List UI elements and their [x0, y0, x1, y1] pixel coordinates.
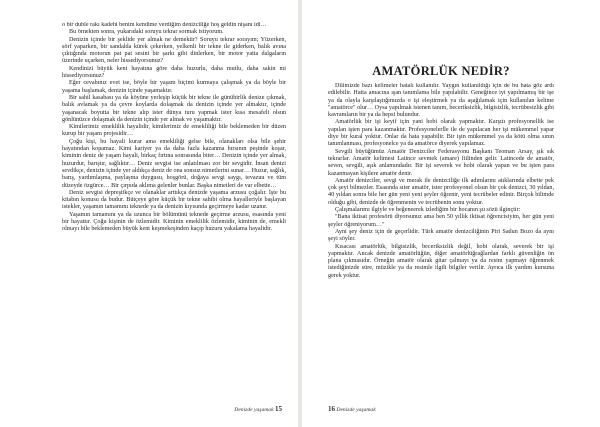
left-page [0, 0, 298, 427]
paragraph: Yaşamın tamamını ya da uzunca bir bölümünü teknede geçirme arzusu, esasında yeni bir hayattır. Çoğu kişinin de özlemidir. Kiminin emeklilik özlemidir, kiminin de, emekli olmayı bile beklemeden büyük kent keşmekeşinden kaçıp huzuru yakalama hayalidir. [62, 211, 286, 233]
paragraph: Dilimizde bazı kelimeler hatalı kullanılır. Yaygın kullanıldığı için de bu hata göz ardı edilebilir. Hatta amacına ışan tanımlama bile yapılabilir. Geneğince iyi yapılmamış bir işe ya da olayla karşılaştığımızda o işi eleştirmek ya da aşağılamak için kullanılan kelime "amatörce" olur… Oysa yapılmak istenen tanım, beceriksizlik, bilgisizlik, tecrübesizlik gibi kavramların bir ya da hepsi bulundur. [328, 83, 554, 119]
left-page-body [62, 22, 286, 407]
paragraph: Amatör denizciler, sevgi ve merak ile denizciliğe ilk adımlarını atıklarında elbette pek çok şeyi bilmezler. Esasında sıter amatör, ister profesyonel olsun bir çok denizci, 30 yıldan, 40 yıldan sonra bile her gün yeni yeni şeyler öğrenir, yeni tecrübeler edinir. Birçok bilimde olduğu gibi, denizde de öğrenmenin ve tecrübenin sonu yoktur. [328, 177, 554, 206]
chapter-title: AMATÖRLÜK NEDİR? [372, 64, 510, 78]
paragraph: Bir sahil kasabası ya da köyüne yerleşip küçük bir tekne ile günübirlik denize çıkmak, balık avlamak ya da çevre koylarda dolaşmak da denizin içinde yer almaktır, içinde yaşanacak boyutta bir tekne alıp ister dünya turu yapmak ister kısa mesafeli olsun gönlünüzce dolaşmak da denizin içinde yer almak ve yaşamaktır. [62, 94, 286, 123]
right-page [302, 0, 600, 427]
paragraph: Denizin içinde bir şeklide yer almak ne demektir? Soruyu tekrar sorayım; Yüzerken, sörf yaparken, bir sandalda kürek çekerken, yelkenli bir tekne ile giderken, balık avına çıktığında motorun pat pat sesini bir şarkı gibi dinlerken, bir motor yatta dalgaların üzerinde uçarken, neler hissediyorsunuz? [62, 36, 286, 65]
quote-paragraph: "Bana iktisat profesörü diyorsunuz ama ben 50 yıllık iktisat öğrencisiyim, her gün yeni şeyler öğreniyorum…" [328, 214, 554, 228]
paragraph: Ayni şey deniz için de geçerlidir. Türk amatör denizciliğinin Piri Sadun Bozo da aynı şeyi söyler. [328, 228, 554, 243]
page-number: 15 [275, 405, 282, 413]
paragraph: Kimilerimiz emeklilik hayalidir, kimilerimiz de emekliliği bile beklemeden bir düzen kurup bir yaşam projesidir… [62, 124, 286, 138]
page-number: 16 [328, 405, 335, 413]
paragraph: Deniz sevgisi depreştikçe ve olanaklar arttıkça denizde yaşama arzusu çoğalır. İşte bu kitabın konusu da budur. Bütçeye göre küçük bir tekne sahibi olma hayalleriyle başlayan istekler, yaşamın tamamını teknede ya da denizin kıyısında geçirmeye kadar uzanır. [62, 189, 286, 211]
paragraph: o bir duble rakı kadehi benim kendime verdiğim denizciliğe hoş geldin nişanı idi… [62, 22, 267, 28]
paragraph: Amatörlük bir işi keyif için yani hobi olarak yapmaktır. Karşıtı profesyonellik ise yapılan işten para kazanmaktır. Profesyonelerlle ile de yapılacan her işi mükemmel yapar diye bir kural yoktur. Onlar da hata yapabilir. Bir işin mükemmel ya da kötü olma sının tanımlanması, profesyonelce ya da amatörce diyerek yapılamaz. [328, 119, 554, 148]
running-footer-caption: Denizde yaşamak [234, 407, 274, 413]
paragraph: Çoğu kişi, bu hayali kurar ama emekliliği gelse bile, olanakları olsa bile şehir hayatından kopamaz. Kimi kariyer ya da daha fazla kazanma hırsının peşinde koşar, kiminin deniz de yaşam hayali, birkaç fırtına sonrasında biter… Denizin içinde yer almak, huzurdur, barıştır, sağlıktır… Deniz sevgisi ise anlatılması zor bir sevgidir. İnsan denizi sevdikçe, denizin içinde yer aldıkça deniz de ona sonsuz nimetlerini sunar… Huzur, sağlık, barış, yardımlaşma, paylaşma duygusu, hoşgörü, doğaya sevgi saygı, tevazuu ve tüm düzeyde özgürce… Bir çırpıda aklıma gelenler bunlar. Başka nimetleri de var elbette… [62, 138, 286, 189]
paragraph: Bu örnekten sonra, yukarıdaki soruyu tekrar sormak istiyorum. [69, 29, 224, 36]
paragraph: Kendinizi büyük kent hayatına göre daha huzurlu, daha mutlu, daha sakin mi hissediyorsunuz? [62, 65, 286, 80]
paragraph: Çalışmalarımı ilgiyle ve beğeneerek izlediğim bir hocanın şu sözü ilginçtir: [335, 207, 521, 214]
paragraph: Eğer cevabınız evet ise, böyle bir yaşam biçimi kurmaya çalışmak ya da böyle bir yaşama başlamak, denizin içinde yaşamaktır. [62, 80, 286, 94]
right-page-body [328, 83, 554, 423]
running-footer-caption: Denizde yaşamak [336, 407, 376, 413]
left-page-footer [234, 405, 282, 413]
paragraph: Sevgili büyüğümüz Amatör Denizciler Federasyonu Başkanı Teoman Arsay, şık sık tekrarlar. Amatör kelimesi Latince sevmek (amare) fiilinden gelir. Latincede de amatör, seven, sevgili, aşık anlamındadır. Bir işi severek ve hobi olarak yapan ve bu işten para kazanmayan kişilere amatör denir. [328, 148, 554, 177]
right-page-footer [328, 405, 376, 413]
paragraph: Kısacası amatörlük, bilgisizlik, beceriksizlik değil, hobi olarak, severek bir işi yapmaktır. Ancak denizde amatörlüğün, diğer amatörlüğrağlardan farklı güvenliğin ön plana çıkmasıdır. Örneğin amatör olarak gitar çalmayı ya da resim yapmayı öğrenmek istediğinizde süre, müzikle ya da resimle ilgili bilgiler verilir. Ayrıca ilk yardım kursuna gerek yoktur. [328, 243, 554, 279]
